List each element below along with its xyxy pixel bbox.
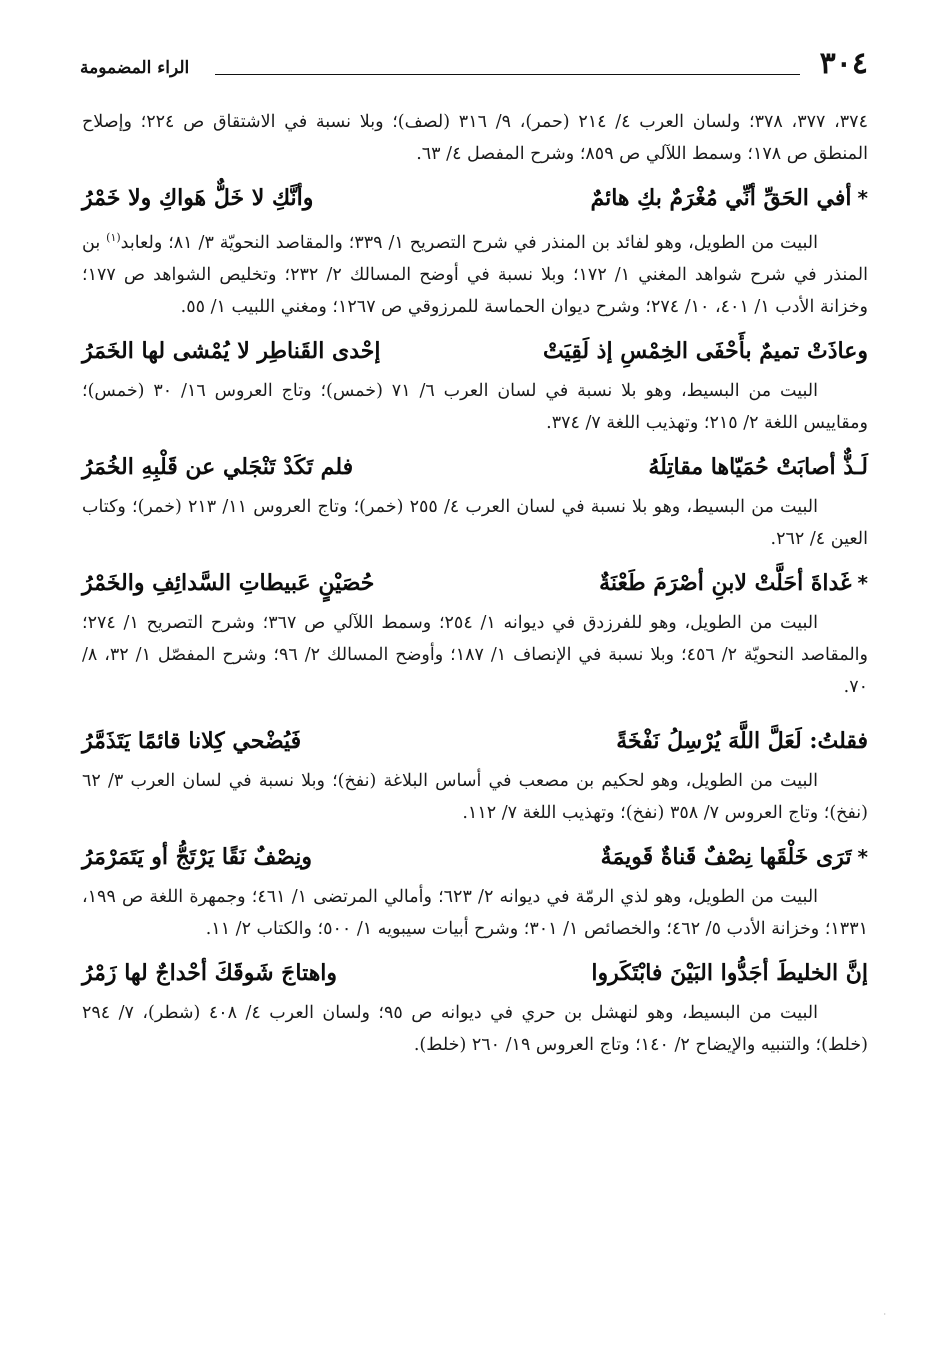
verse (82, 563, 868, 603)
header-rule (215, 74, 800, 75)
verse-second-hemistich: وأنَّكِ لا خَلٌّ هَواكِ ولا خَمْرُ (82, 185, 314, 211)
verse-first-hemistich: فقلتُ: لَعَلَّ اللَّهَ يُرْسِلُ نَفْخَةً (616, 727, 868, 754)
footnote-reference[interactable]: (١) (106, 231, 121, 244)
verse-second-hemistich: إحْدى القَناطِر لا يُمْشى لها الخَمَرُ (82, 337, 381, 364)
verse (82, 953, 868, 993)
verse (82, 331, 868, 371)
verse (82, 178, 868, 218)
verse-first-hemistich: أفي الحَقِّ أنِّي مُغْرَمٌ بكِ هائمٌ (590, 185, 852, 211)
asterisk-marker: * (857, 186, 868, 210)
print-speck: · (883, 1310, 886, 1319)
running-head: الراء المضمومة (80, 58, 190, 78)
verse-commentary: البيت من البسيط، وهو بلا نسبة في لسان العرب ٤/ ٢٥٥ (خمر)؛ وتاج العروس ١١/ ٢١٣ (خمر)؛ وكتاب العين ٤/ ٢٦٢. (82, 496, 868, 549)
verse-first-hemistich: وعاذَتْ تميمٌ بأَحْفَى الخِمْسِ إذ لَقِيَتْ (542, 337, 868, 364)
verse (82, 447, 868, 487)
asterisk-marker: * (857, 570, 868, 595)
page-content (82, 106, 868, 1061)
verse-second-hemistich: فَيُضْحي كِلانا قائمًا يَتَذَمَّرُ (82, 727, 302, 754)
verse-commentary (82, 222, 868, 323)
verse-first-hemistich: غَداةَ أحَلَّتْ لابنِ أصْرَمَ طَعْنَةٌ (599, 569, 852, 596)
verse-commentary: البيت من الطويل، وهو لذي الرمّة في ديوانه ٢/ ٦٢٣؛ وأمالي المرتضى ١/ ٤٦١؛ وجمهرة اللغة ص ١٩٩، ١٣٣١؛ وخزانة الأدب ٥/ ٤٦٢؛ والخصائص ١/ ٣٠١؛ وشرح أبيات سيبويه ١/ ٥٠٠؛ والكتاب ٢/ ١١. (82, 886, 868, 939)
verse-first-hemistich: تَرَى خَلْقَها نِصْفٌ قَناةٌ قَويمَةٌ (600, 843, 852, 870)
commentary-text: البيت من الطويل، وهو لفائد بن المنذر في شرح التصريح ١/ ٣٣٩؛ والمقاصد النحويّة ٣/ ٨١؛ ولعابد (120, 232, 818, 253)
verse (82, 721, 868, 761)
verse-first-hemistich: لَـذٌّ أصابَتْ حُمَيّاها مقاتِلَهُ (648, 453, 868, 480)
verse-commentary: البيت من البسيط، وهو بلا نسبة في لسان العرب ٦/ ٧١ (خمس)؛ وتاج العروس ١٦/ ٣٠ (خمس)؛ ومقاييس اللغة ٢/ ٢١٥؛ وتهذيب اللغة ٧/ ٣٧٤. (82, 380, 868, 433)
verse-second-hemistich: واهتاجَ شَوقَكَ أحْداجٌ لها زَمْرُ (82, 959, 338, 986)
asterisk-marker: * (857, 844, 868, 869)
verse-commentary: البيت من الطويل، وهو للفرزدق في ديوانه ١/ ٢٥٤؛ وسمط اللآلي ص ٣٦٧؛ وشرح التصريح ١/ ٢٧٤؛ والمقاصد النحويّة ٢/ ٤٥٦؛ وبلا نسبة في الإنصاف ١/ ١٨٧؛ وأوضح المسالك ٢/ ٩٦؛ وشرح المفصّل ١/ ٣٢، ٨/ ٧٠. (82, 612, 868, 697)
page-number: ٣٠٤ (819, 46, 868, 81)
verse-commentary: البيت من البسيط، وهو لنهشل بن حري في ديوانه ص ٩٥؛ ولسان العرب ٤/ ٤٠٨ (شطر)، ٧/ ٢٩٤ (خلط)؛ والتنبيه والإيضاح ٢/ ١٤٠؛ وتاج العروس ١٩/ ٢٦٠ (خلط). (82, 1002, 868, 1055)
verse (82, 837, 868, 877)
commentary-text: بن المنذر في شرح شواهد المغني ١/ ١٧٢؛ وبلا نسبة في أوضح المسالك ٢/ ٢٣٢؛ وتخليص الشواهد ص ١٧٧؛ وخزانة الأدب ١/ ٤٠١، ١٠/ ٢٧٤؛ وشرح ديوان الحماسة للمرزوقي ص ١٢٦٧؛ ومغني اللبيب ١/ ٥٥. (82, 232, 868, 317)
page-header (80, 44, 868, 88)
verse-second-hemistich: فلم تَكَدْ تَنْجَلي عن قَلْبِهِ الخُمَرُ (82, 453, 354, 480)
verse-second-hemistich: ونِصْفٌ نَقًا يَرْتَجُّ أو يَتَمَرْمَرُ (82, 843, 313, 870)
verse-first-hemistich: إنَّ الخليطَ أجَدُّوا البَيْنَ فابْتَكَروا (591, 959, 868, 986)
continuation-paragraph: ٣٧٤، ٣٧٧، ٣٧٨؛ ولسان العرب ٤/ ٢١٤ (حمر)، ٩/ ٣١٦ (لصف)؛ وبلا نسبة في الاشتقاق ص ٢٢٤؛ وإصلاح المنطق ص ١٧٨؛ وسمط اللآلي ص ٨٥٩؛ وشرح المفصل ٤/ ٦٣. (82, 112, 868, 164)
verse-second-hemistich: حُصَيْنٍ عَبيطاتِ السَّدائِفِ والخَمْرُ (82, 569, 375, 596)
verse-commentary: البيت من الطويل، وهو لحكيم بن مصعب في أساس البلاغة (نفخ)؛ وبلا نسبة في لسان العرب ٣/ ٦٢ (نفخ)؛ وتاج العروس ٧/ ٣٥٨ (نفخ)؛ وتهذيب اللغة ٧/ ١١٢. (82, 770, 868, 823)
